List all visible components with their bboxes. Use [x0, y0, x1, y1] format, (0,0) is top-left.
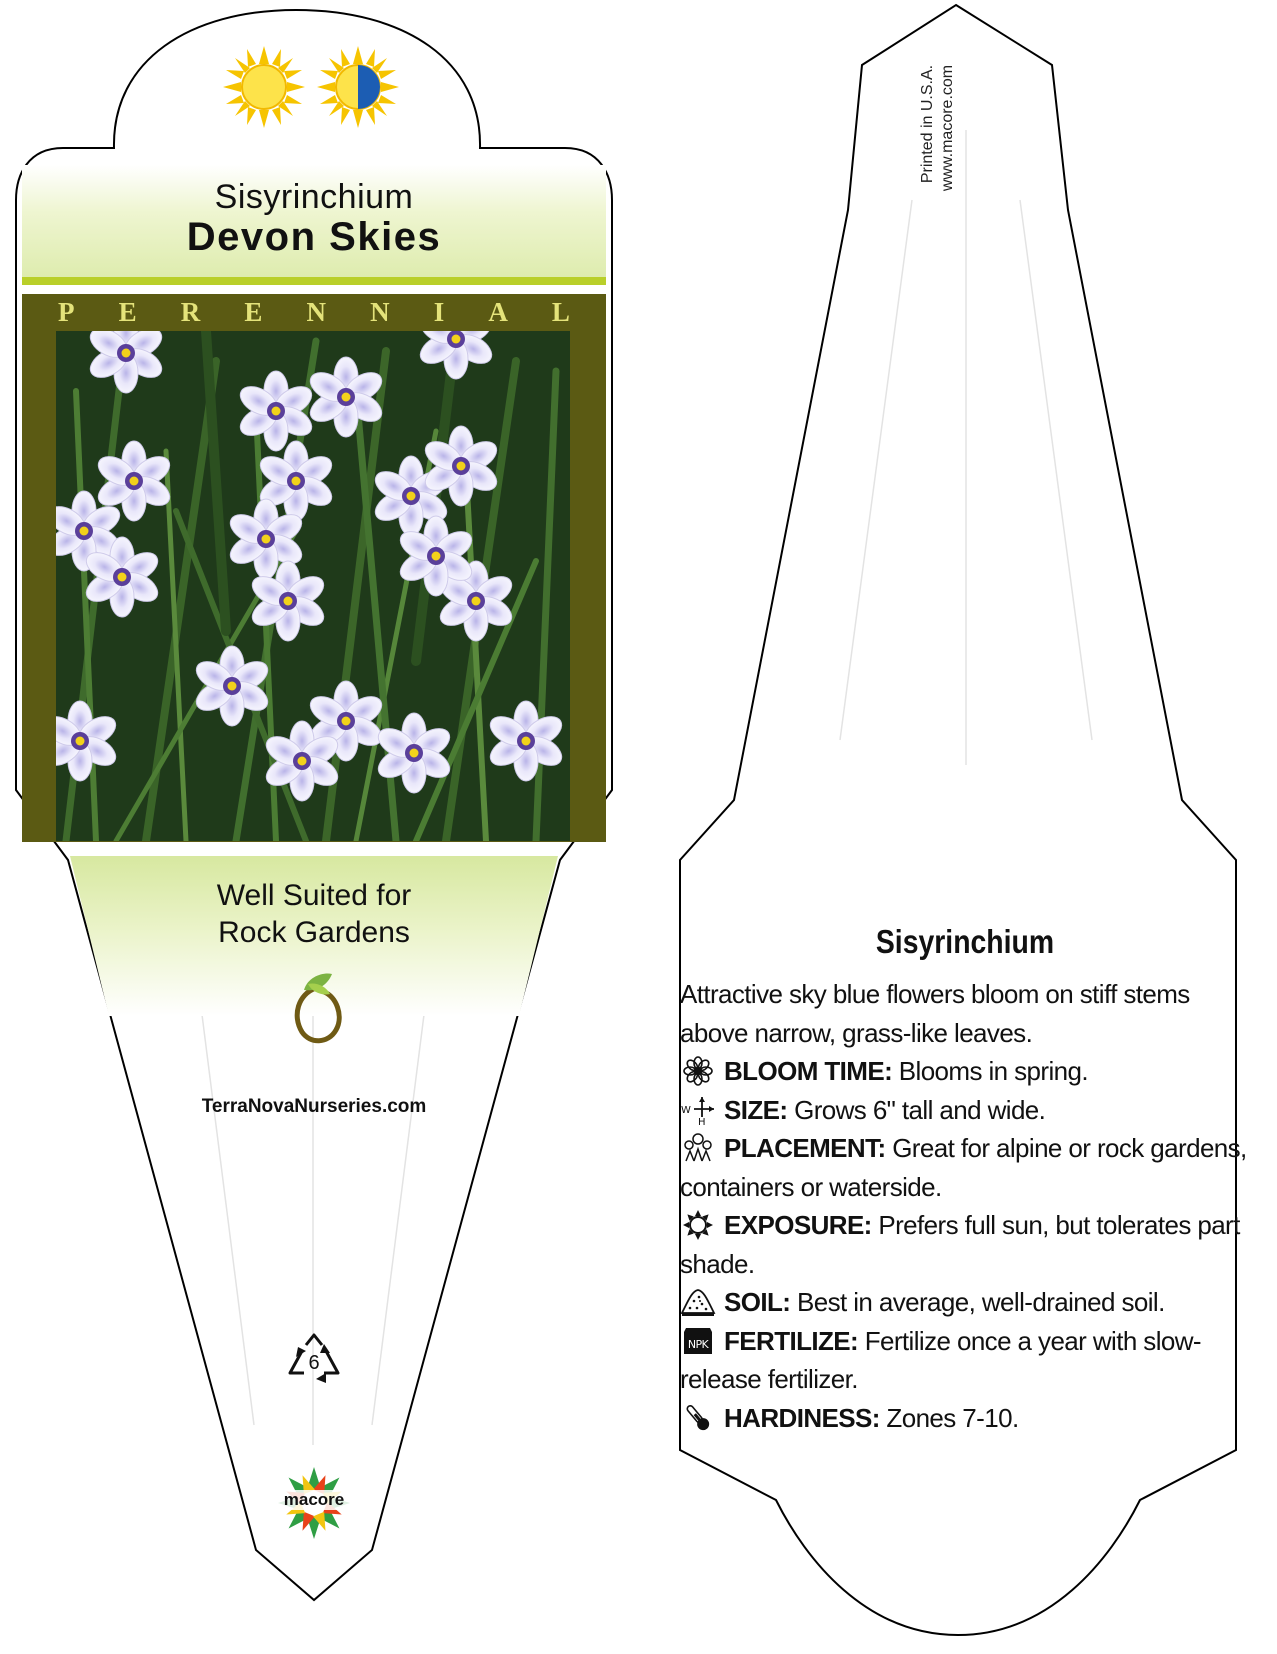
svg-text:NPK: NPK: [687, 1337, 709, 1351]
leaf-brand-icon: [286, 970, 346, 1050]
plant-photo: [56, 331, 570, 841]
slogan-line: Well Suited for: [216, 879, 412, 912]
attribute-label: PLACEMENT:: [724, 1133, 886, 1163]
printed-in-label: Printed in U.S.A.: [919, 64, 936, 184]
info-title: Sisyrinchium: [875, 923, 1055, 960]
full-sun-icon: [221, 44, 307, 130]
category-letter: N: [370, 296, 390, 327]
category-letter: E: [244, 296, 263, 327]
slogan-line: Rock Gardens: [218, 916, 410, 949]
placement-icon: [680, 1133, 718, 1163]
plant-info: [680, 975, 1250, 1437]
attribute-label: SOIL:: [724, 1287, 791, 1317]
category-letter: N: [306, 296, 326, 327]
attribute-soil: [680, 1283, 1250, 1322]
sun-outline-icon: [680, 1210, 718, 1240]
part-sun-icon: [315, 44, 401, 130]
attribute-value: Zones 7-10.: [886, 1402, 1019, 1433]
attribute-value: Great for alpine or rock gardens, containers or waterside.: [680, 1133, 1247, 1202]
attribute-exposure: [680, 1206, 1250, 1283]
attribute-label: FERTILIZE:: [724, 1325, 859, 1356]
website-link[interactable]: TerraNovaNurseries.com: [201, 1096, 427, 1117]
category-letter: P: [58, 296, 75, 327]
plant-description: Attractive sky blue flowers bloom on stiff stems above narrow, grass-like leaves.: [680, 979, 1190, 1048]
attribute-value: Grows 6" tall and wide.: [794, 1094, 1046, 1125]
attribute-value: Best in average, well-drained soil.: [796, 1287, 1165, 1317]
species-name: Sisyrinchium: [214, 178, 414, 216]
printer-credit: [918, 65, 958, 191]
thermometer-icon: [680, 1403, 718, 1433]
variety-name: Devon Skies: [186, 215, 442, 259]
attribute-value: Blooms in spring.: [898, 1056, 1088, 1086]
flower-icon: [680, 1056, 718, 1086]
printer-website[interactable]: www.macore.com: [939, 64, 956, 192]
svg-text:W: W: [681, 1104, 691, 1116]
size-arrows-icon: [680, 1095, 718, 1125]
attribute-label: SIZE:: [724, 1094, 788, 1125]
attribute-value: Prefers full sun, but tolerates part shade.: [680, 1210, 1240, 1279]
category-label: [22, 294, 606, 330]
category-letter: L: [551, 296, 570, 327]
attribute-label: HARDINESS:: [724, 1402, 880, 1433]
category-letter: E: [118, 296, 137, 327]
npk-icon: [680, 1326, 718, 1356]
title-rule: [22, 277, 606, 285]
attribute-size: [680, 1091, 1250, 1130]
slogan: [70, 877, 558, 951]
soil-pile-icon: [680, 1287, 718, 1317]
attribute-label: BLOOM TIME:: [724, 1056, 893, 1086]
attribute-fertilize: [680, 1322, 1250, 1399]
attribute-bloom-time: [680, 1052, 1250, 1091]
category-letter: I: [433, 296, 445, 327]
recycle-number: 6: [308, 1352, 320, 1374]
category-letter: R: [180, 296, 201, 327]
svg-text:H: H: [698, 1116, 705, 1125]
macore-wordmark: macore: [272, 1490, 356, 1510]
category-letter: A: [488, 296, 508, 327]
attribute-placement: [680, 1129, 1250, 1206]
attribute-value: Fertilize once a year with slow-release fertilizer.: [680, 1325, 1201, 1394]
attribute-hardiness: [680, 1399, 1250, 1438]
attribute-label: EXPOSURE:: [724, 1210, 872, 1240]
